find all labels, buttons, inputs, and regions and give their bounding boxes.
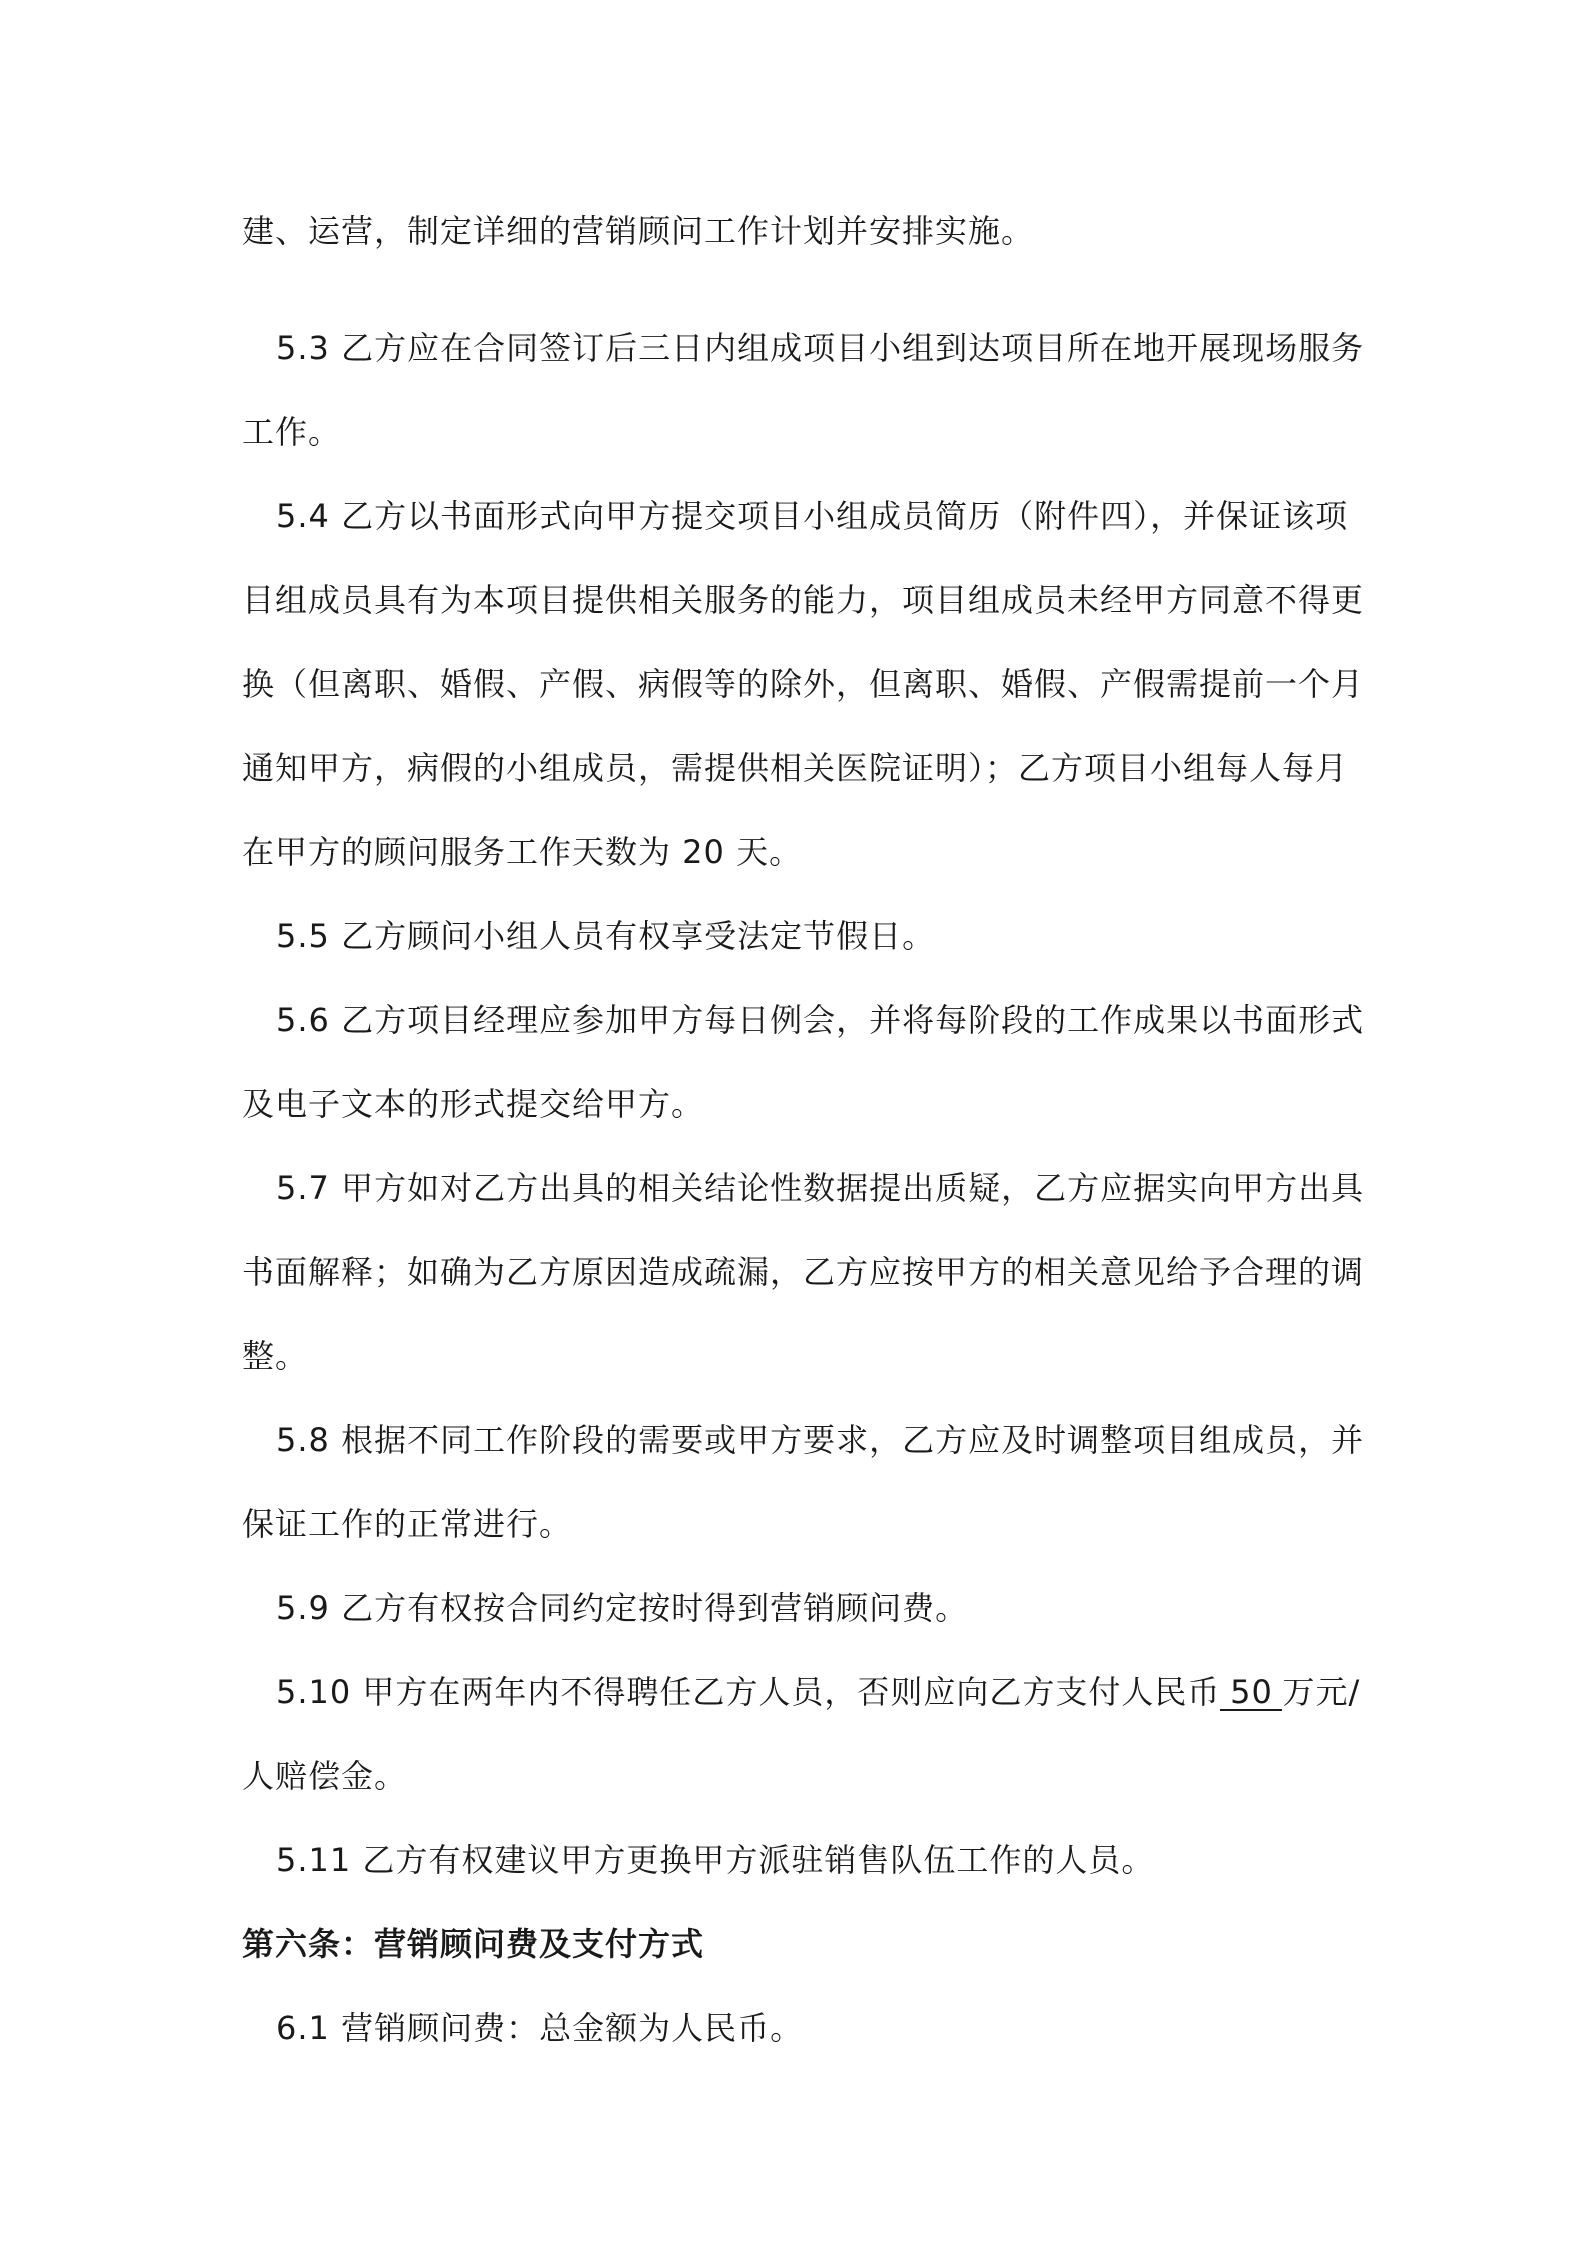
section-6-heading: 第六条：营销顾问费及支付方式	[242, 1925, 705, 1963]
paragraph-line: 工作。	[242, 413, 342, 451]
clause-5-10-text: 5.10 甲方在两年内不得聘任乙方人员，否则应向乙方支付人民币	[276, 1673, 1221, 1711]
clause-5-7: 5.7 甲方如对乙方出具的相关结论性数据提出质疑，乙方应据实向甲方出具	[276, 1169, 1365, 1207]
clause-5-10-unit: 万元/	[1282, 1673, 1361, 1711]
paragraph-line: 换（但离职、婚假、产假、病假等的除外，但离职、婚假、产假需提前一个月	[242, 665, 1365, 703]
paragraph-line: 保证工作的正常进行。	[242, 1505, 573, 1543]
clause-5-4: 5.4 乙方以书面形式向甲方提交项目小组成员简历（附件四），并保证该项	[276, 497, 1349, 535]
compensation-amount-blank: 50	[1220, 1675, 1282, 1711]
clause-6-1: 6.1 营销顾问费：总金额为人民币。	[276, 2009, 804, 2047]
paragraph-line: 在甲方的顾问服务工作天数为 20 天。	[242, 833, 803, 871]
clause-5-6: 5.6 乙方项目经理应参加甲方每日例会，并将每阶段的工作成果以书面形式	[276, 1001, 1365, 1039]
paragraph-line: 人赔偿金。	[242, 1757, 408, 1795]
clause-5-9: 5.9 乙方有权按合同约定按时得到营销顾问费。	[276, 1589, 969, 1627]
clause-5-3: 5.3 乙方应在合同签订后三日内组成项目小组到达项目所在地开展现场服务	[276, 329, 1365, 367]
clause-5-8: 5.8 根据不同工作阶段的需要或甲方要求，乙方应及时调整项目组成员，并	[276, 1421, 1365, 1459]
paragraph-line: 整。	[242, 1337, 309, 1375]
clause-5-11: 5.11 乙方有权建议甲方更换甲方派驻销售队伍工作的人员。	[276, 1841, 1155, 1879]
clause-5-5: 5.5 乙方顾问小组人员有权享受法定节假日。	[276, 917, 936, 955]
clause-5-10	[276, 1672, 1360, 1712]
paragraph-line: 建、运营，制定详细的营销顾问工作计划并安排实施。	[242, 212, 1035, 250]
paragraph-line: 通知甲方，病假的小组成员，需提供相关医院证明）；乙方项目小组每人每月	[242, 749, 1349, 787]
paragraph-line: 目组成员具有为本项目提供相关服务的能力，项目组成员未经甲方同意不得更	[242, 581, 1365, 619]
paragraph-line: 及电子文本的形式提交给甲方。	[242, 1085, 705, 1123]
paragraph-line: 书面解释；如确为乙方原因造成疏漏，乙方应按甲方的相关意见给予合理的调	[242, 1253, 1365, 1291]
